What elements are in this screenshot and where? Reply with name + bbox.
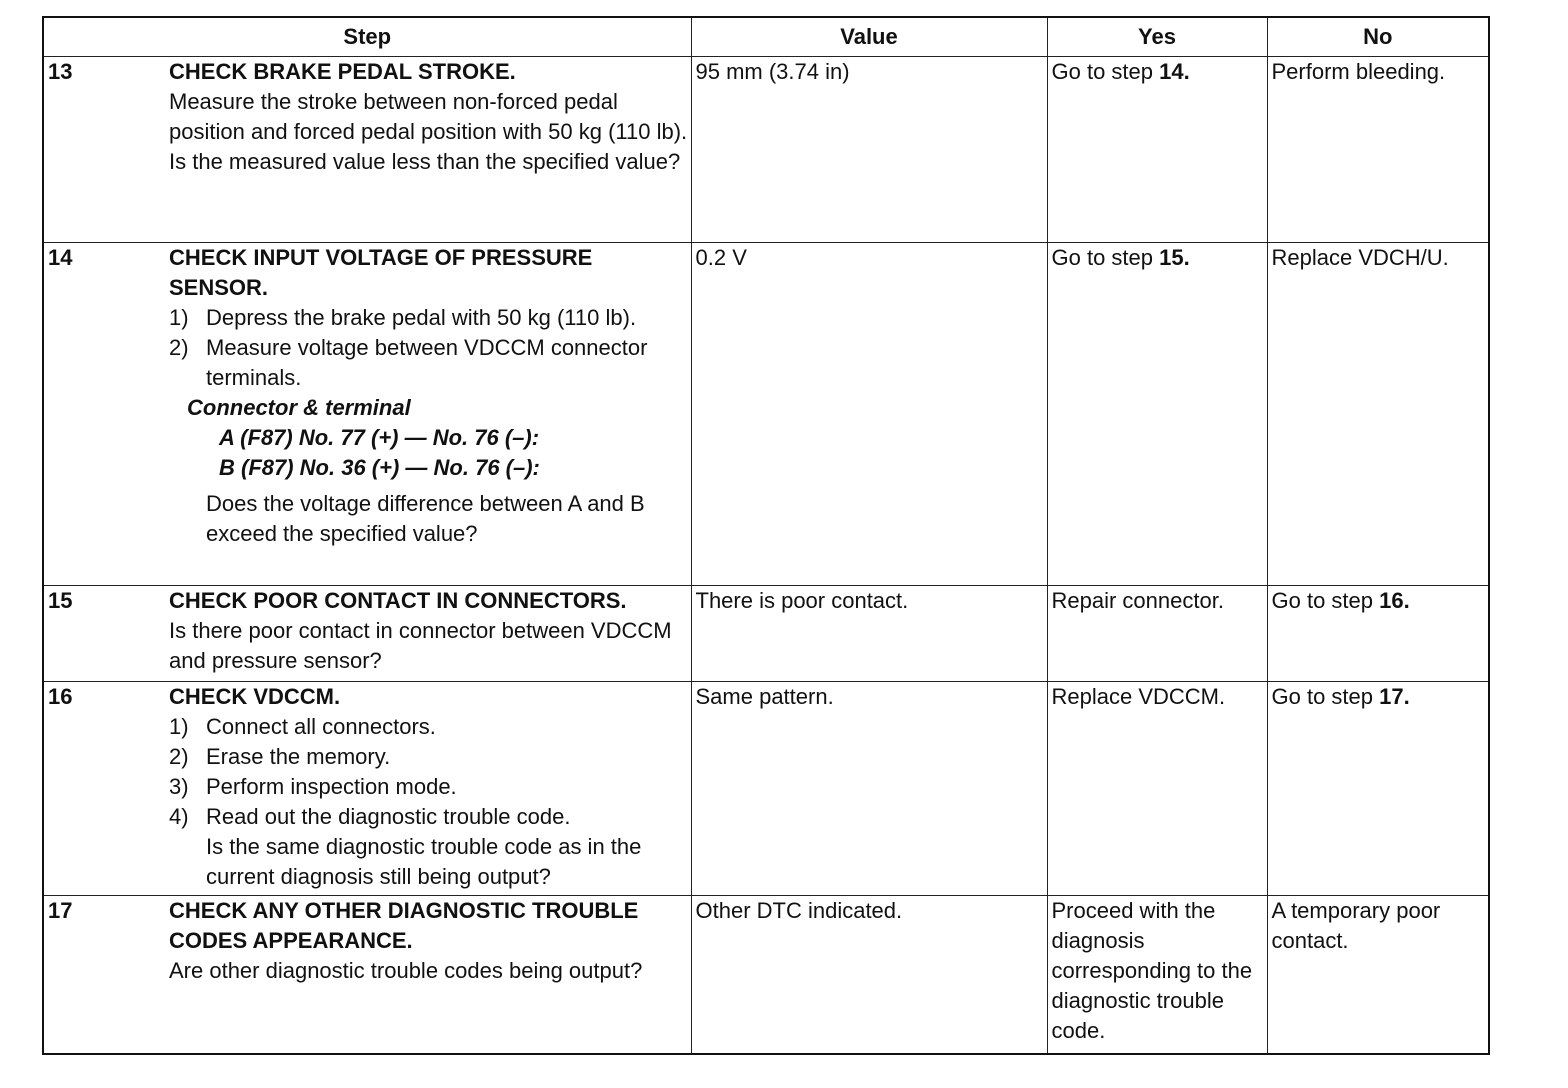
yes-cell: Replace VDCCM. xyxy=(1047,682,1267,896)
step-question: Is the measured value less than the specified value? xyxy=(169,149,681,174)
list-item xyxy=(169,333,691,393)
no-cell: Replace VDCH/U. xyxy=(1267,243,1489,586)
list-item-number: 1) xyxy=(169,714,189,739)
list-item-number: 2) xyxy=(169,335,189,360)
step-number: 13 xyxy=(43,57,165,243)
yes-prefix: Go to step xyxy=(1051,245,1160,270)
list-item-text: Read out the diagnostic trouble code. xyxy=(206,804,571,829)
list-item-text: Depress the brake pedal with 50 kg (110 lb). xyxy=(206,305,637,330)
no-step-ref: 17. xyxy=(1379,684,1410,709)
step-number: 17 xyxy=(43,896,165,1054)
yes-prefix: Go to step xyxy=(1051,59,1160,84)
step-number: 16 xyxy=(43,682,165,896)
step-question: Is the same diagnostic trouble code as in the current diagnosis still being output? xyxy=(206,834,642,889)
header-value: Value xyxy=(691,17,1047,57)
connector-a: A (F87) No. 77 (+) — No. 76 (–): xyxy=(219,425,540,450)
list-item xyxy=(169,742,691,772)
step-text: Measure the stroke between non-forced pedal position and forced pedal position with 50 kg (110 lb). xyxy=(169,89,688,144)
step-number: 15 xyxy=(43,586,165,682)
no-step-ref: 16. xyxy=(1379,588,1410,613)
value-cell: There is poor contact. xyxy=(691,586,1047,682)
step-title: CHECK ANY OTHER DIAGNOSTIC TROUBLE CODES APPEARANCE. xyxy=(169,898,639,953)
no-prefix: Go to step xyxy=(1271,684,1380,709)
list-item-number: 3) xyxy=(169,774,189,799)
no-cell: Perform bleeding. xyxy=(1267,57,1489,243)
step-title: CHECK VDCCM. xyxy=(169,684,341,709)
yes-cell: Proceed with the diagnosis corresponding to the diagnostic trouble code. xyxy=(1047,896,1267,1054)
yes-step-ref: 14. xyxy=(1159,59,1190,84)
step-sublist xyxy=(169,712,691,832)
step-cell xyxy=(165,243,691,586)
step-number: 14 xyxy=(43,243,165,586)
list-item-text: Measure voltage between VDCCM connector terminals. xyxy=(206,335,648,390)
diagnosis-table xyxy=(42,16,1490,1055)
header-row xyxy=(43,17,1489,57)
value-cell: 0.2 V xyxy=(691,243,1047,586)
value-cell: 95 mm (3.74 in) xyxy=(691,57,1047,243)
no-cell xyxy=(1267,682,1489,896)
list-item-text: Perform inspection mode. xyxy=(206,774,457,799)
header-no: No xyxy=(1267,17,1489,57)
value-cell: Same pattern. xyxy=(691,682,1047,896)
yes-cell xyxy=(1047,243,1267,586)
header-yes: Yes xyxy=(1047,17,1267,57)
list-item-text: Erase the memory. xyxy=(206,744,391,769)
table-row xyxy=(43,682,1489,896)
step-question: Are other diagnostic trouble codes being output? xyxy=(169,958,643,983)
step-question: Does the voltage difference between A and B exceed the specified value? xyxy=(206,491,645,546)
step-title: CHECK POOR CONTACT IN CONNECTORS. xyxy=(169,588,627,613)
list-item xyxy=(169,303,691,333)
table-row xyxy=(43,243,1489,586)
list-item-text: Connect all connectors. xyxy=(206,714,436,739)
list-item-number: 4) xyxy=(169,804,189,829)
list-item-number: 1) xyxy=(169,305,189,330)
connector-title: Connector & terminal xyxy=(187,395,411,420)
list-item xyxy=(169,772,691,802)
table-row xyxy=(43,896,1489,1054)
list-item xyxy=(169,712,691,742)
header-step: Step xyxy=(43,17,691,57)
value-cell: Other DTC indicated. xyxy=(691,896,1047,1054)
step-title: CHECK BRAKE PEDAL STROKE. xyxy=(169,59,516,84)
step-sublist xyxy=(169,303,691,393)
yes-cell xyxy=(1047,57,1267,243)
step-cell xyxy=(165,896,691,1054)
no-cell: A temporary poor contact. xyxy=(1267,896,1489,1054)
step-cell xyxy=(165,57,691,243)
yes-step-ref: 15. xyxy=(1159,245,1190,270)
table-row xyxy=(43,586,1489,682)
step-cell xyxy=(165,586,691,682)
list-item-number: 2) xyxy=(169,744,189,769)
step-cell xyxy=(165,682,691,896)
step-question: Is there poor contact in connector between VDCCM and pressure sensor? xyxy=(169,618,672,673)
no-prefix: Go to step xyxy=(1271,588,1380,613)
table-row xyxy=(43,57,1489,243)
list-item xyxy=(169,802,691,832)
step-title: CHECK INPUT VOLTAGE OF PRESSURE SENSOR. xyxy=(169,245,593,300)
connector-b: B (F87) No. 36 (+) — No. 76 (–): xyxy=(219,455,540,480)
yes-cell: Repair connector. xyxy=(1047,586,1267,682)
no-cell xyxy=(1267,586,1489,682)
